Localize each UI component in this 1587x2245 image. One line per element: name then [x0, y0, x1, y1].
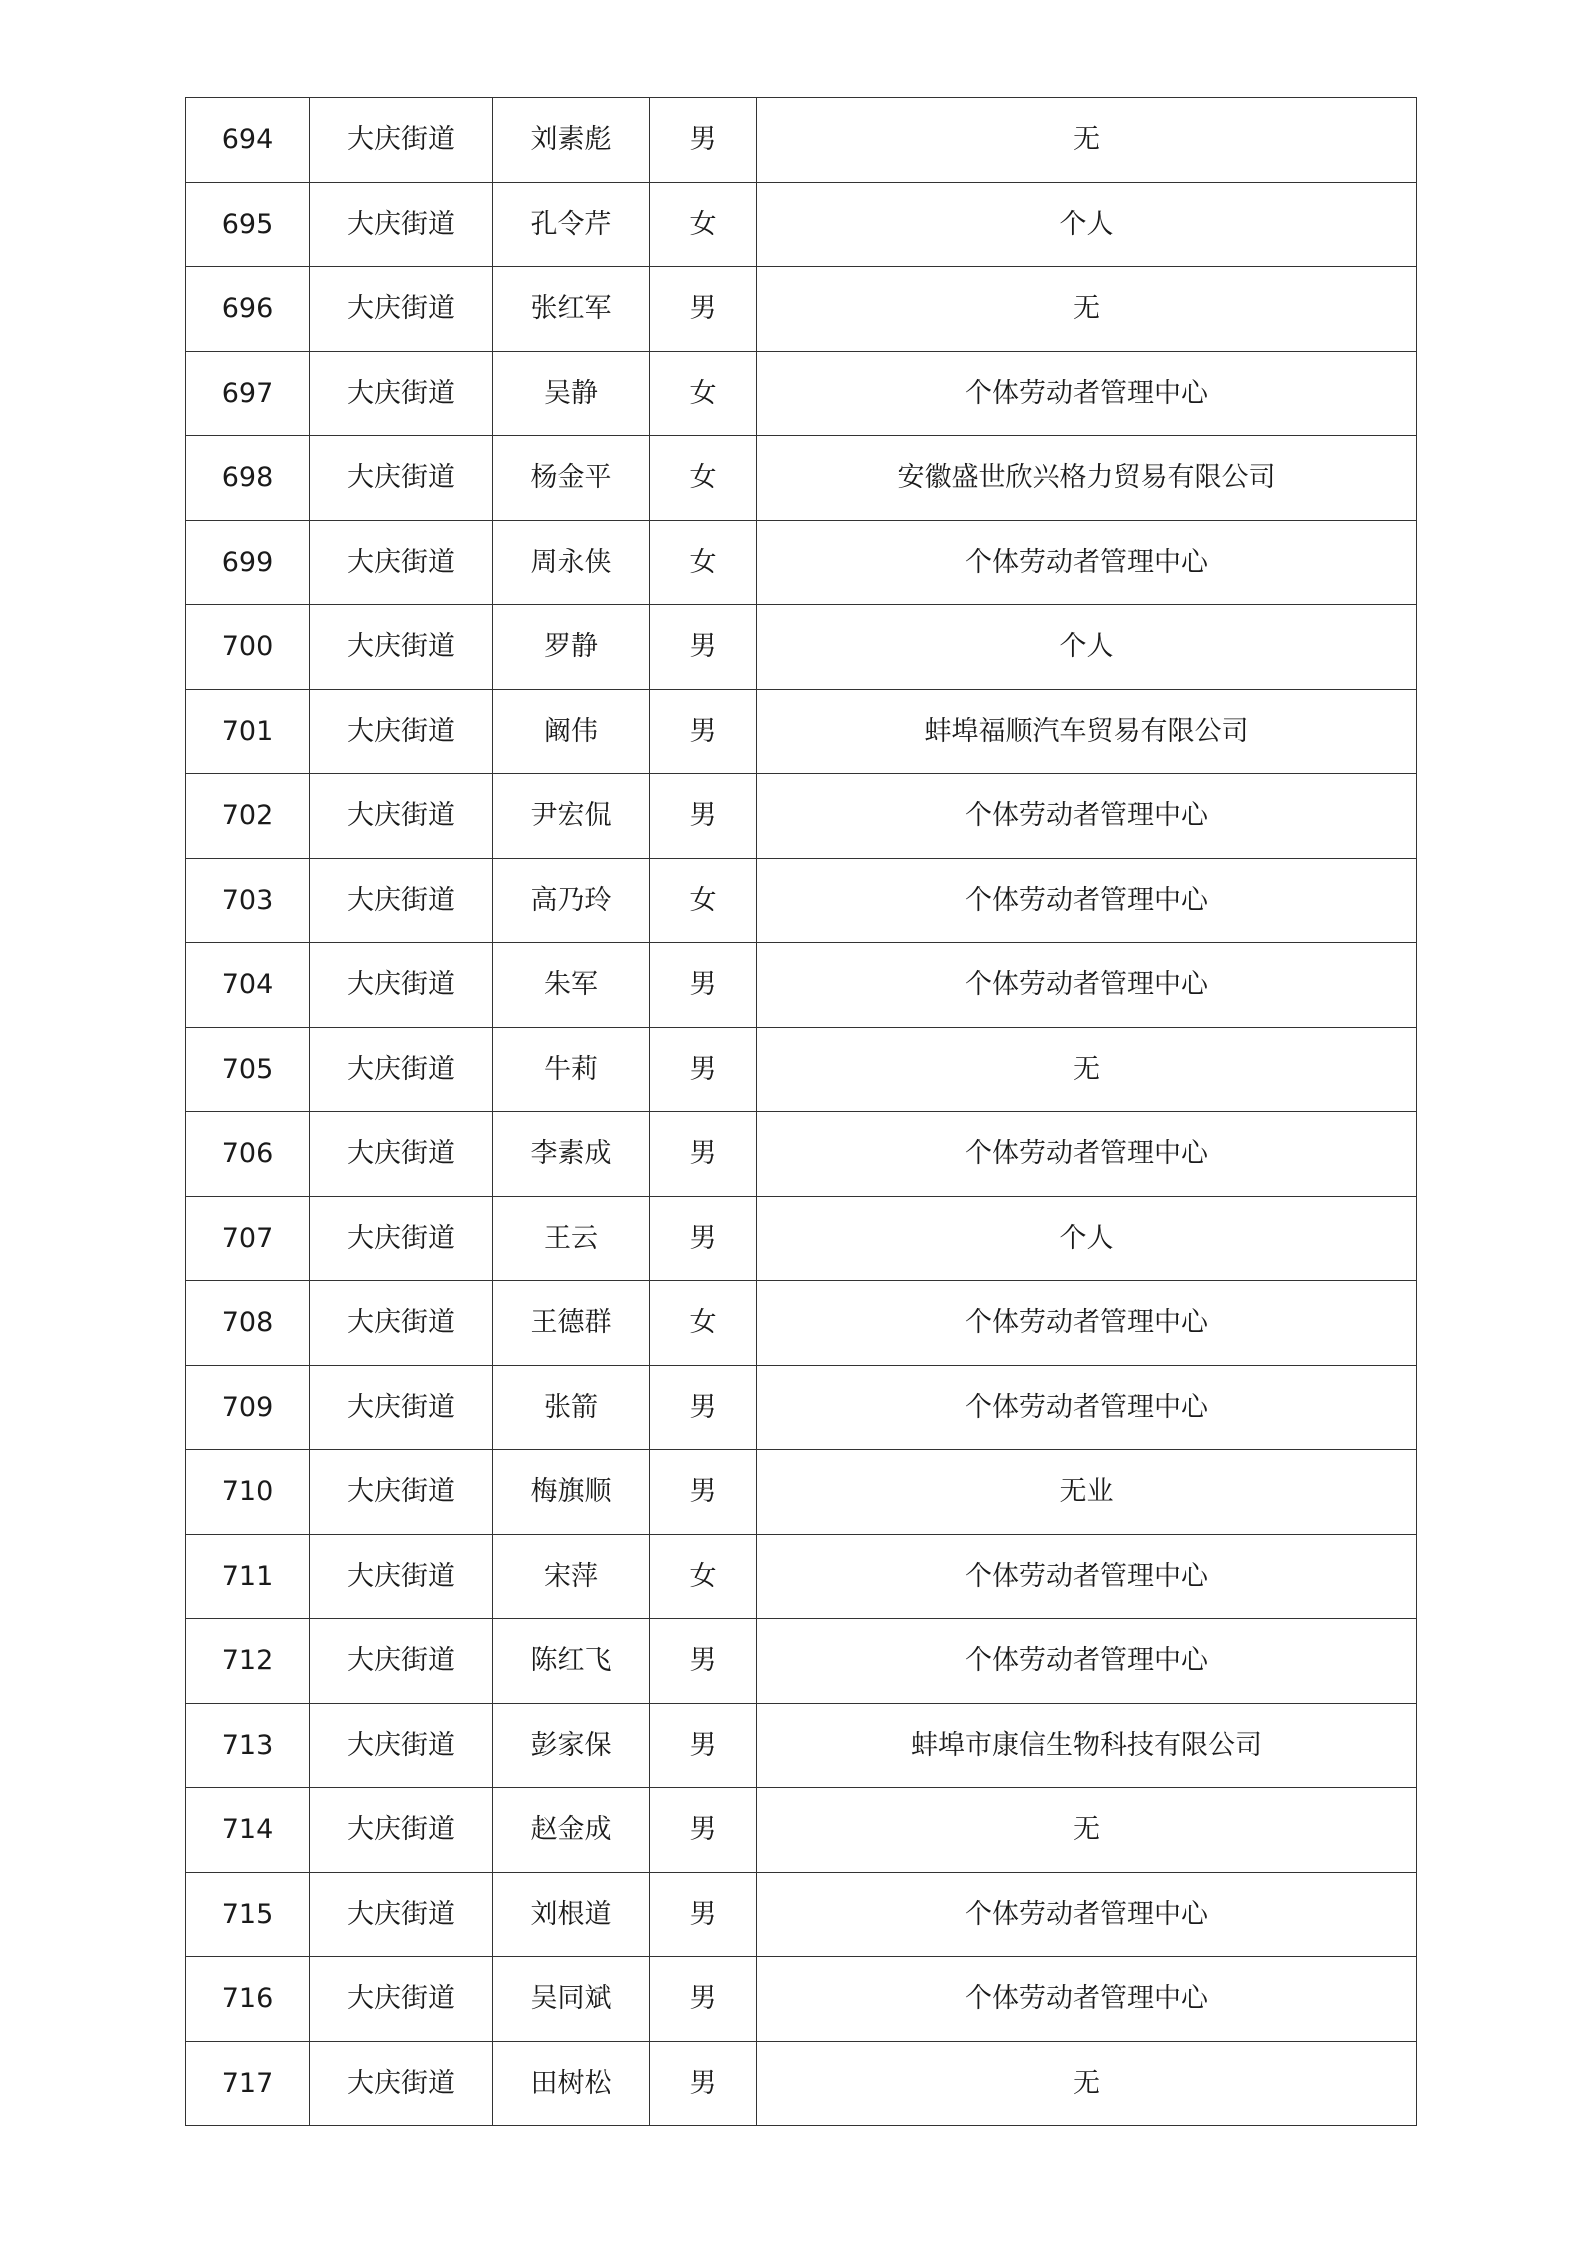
table-row: [186, 182, 1417, 267]
person-name-cell: 尹宏侃: [493, 774, 650, 859]
street-cell: 大庆街道: [310, 943, 493, 1028]
person-name-cell: 赵金成: [493, 1788, 650, 1873]
gender-cell: 男: [650, 689, 757, 774]
table-row: [186, 98, 1417, 183]
row-number-cell: 717: [186, 2041, 310, 2126]
gender-cell: 男: [650, 605, 757, 690]
row-number-cell: 695: [186, 182, 310, 267]
street-cell: 大庆街道: [310, 1281, 493, 1366]
table-row: [186, 1534, 1417, 1619]
row-number-cell: 714: [186, 1788, 310, 1873]
gender-cell: 男: [650, 1196, 757, 1281]
row-number-cell: 697: [186, 351, 310, 436]
row-number-cell: 703: [186, 858, 310, 943]
street-cell: 大庆街道: [310, 1534, 493, 1619]
work-unit-cell: 个体劳动者管理中心: [757, 1112, 1417, 1197]
gender-cell: 女: [650, 858, 757, 943]
street-cell: 大庆街道: [310, 605, 493, 690]
table-row: [186, 267, 1417, 352]
person-name-cell: 罗静: [493, 605, 650, 690]
gender-cell: 男: [650, 1872, 757, 1957]
gender-cell: 男: [650, 1703, 757, 1788]
gender-cell: 男: [650, 1619, 757, 1704]
gender-cell: 女: [650, 182, 757, 267]
row-number-cell: 694: [186, 98, 310, 183]
work-unit-cell: 无: [757, 267, 1417, 352]
table-row: [186, 1027, 1417, 1112]
work-unit-cell: 无: [757, 98, 1417, 183]
row-number-cell: 702: [186, 774, 310, 859]
roster-table-body: [186, 98, 1417, 2126]
gender-cell: 男: [650, 774, 757, 859]
work-unit-cell: 蚌埠福顺汽车贸易有限公司: [757, 689, 1417, 774]
gender-cell: 男: [650, 1027, 757, 1112]
person-name-cell: 刘根道: [493, 1872, 650, 1957]
table-row: [186, 1957, 1417, 2042]
work-unit-cell: 无业: [757, 1450, 1417, 1535]
person-name-cell: 王云: [493, 1196, 650, 1281]
row-number-cell: 715: [186, 1872, 310, 1957]
work-unit-cell: 个体劳动者管理中心: [757, 1281, 1417, 1366]
table-row: [186, 689, 1417, 774]
gender-cell: 男: [650, 1788, 757, 1873]
person-name-cell: 彭家保: [493, 1703, 650, 1788]
row-number-cell: 716: [186, 1957, 310, 2042]
street-cell: 大庆街道: [310, 351, 493, 436]
person-name-cell: 李素成: [493, 1112, 650, 1197]
row-number-cell: 708: [186, 1281, 310, 1366]
work-unit-cell: 无: [757, 2041, 1417, 2126]
street-cell: 大庆街道: [310, 267, 493, 352]
street-cell: 大庆街道: [310, 1872, 493, 1957]
work-unit-cell: 无: [757, 1027, 1417, 1112]
row-number-cell: 701: [186, 689, 310, 774]
work-unit-cell: 个体劳动者管理中心: [757, 943, 1417, 1028]
row-number-cell: 705: [186, 1027, 310, 1112]
person-name-cell: 张红军: [493, 267, 650, 352]
gender-cell: 男: [650, 1365, 757, 1450]
gender-cell: 男: [650, 98, 757, 183]
street-cell: 大庆街道: [310, 436, 493, 521]
row-number-cell: 700: [186, 605, 310, 690]
street-cell: 大庆街道: [310, 182, 493, 267]
street-cell: 大庆街道: [310, 858, 493, 943]
table-row: [186, 1619, 1417, 1704]
work-unit-cell: 个人: [757, 182, 1417, 267]
street-cell: 大庆街道: [310, 689, 493, 774]
row-number-cell: 710: [186, 1450, 310, 1535]
person-name-cell: 吴静: [493, 351, 650, 436]
work-unit-cell: 个体劳动者管理中心: [757, 1365, 1417, 1450]
table-row: [186, 774, 1417, 859]
table-row: [186, 351, 1417, 436]
gender-cell: 男: [650, 943, 757, 1028]
person-name-cell: 宋萍: [493, 1534, 650, 1619]
row-number-cell: 707: [186, 1196, 310, 1281]
row-number-cell: 696: [186, 267, 310, 352]
table-row: [186, 1365, 1417, 1450]
street-cell: 大庆街道: [310, 1619, 493, 1704]
row-number-cell: 712: [186, 1619, 310, 1704]
work-unit-cell: 个人: [757, 605, 1417, 690]
person-name-cell: 吴同斌: [493, 1957, 650, 2042]
row-number-cell: 704: [186, 943, 310, 1028]
gender-cell: 男: [650, 267, 757, 352]
person-name-cell: 梅旗顺: [493, 1450, 650, 1535]
street-cell: 大庆街道: [310, 1450, 493, 1535]
work-unit-cell: 无: [757, 1788, 1417, 1873]
person-name-cell: 陈红飞: [493, 1619, 650, 1704]
roster-table: [185, 97, 1417, 2126]
gender-cell: 男: [650, 2041, 757, 2126]
street-cell: 大庆街道: [310, 1027, 493, 1112]
gender-cell: 男: [650, 1112, 757, 1197]
work-unit-cell: 个体劳动者管理中心: [757, 520, 1417, 605]
work-unit-cell: 个体劳动者管理中心: [757, 1957, 1417, 2042]
gender-cell: 男: [650, 1450, 757, 1535]
person-name-cell: 田树松: [493, 2041, 650, 2126]
work-unit-cell: 安徽盛世欣兴格力贸易有限公司: [757, 436, 1417, 521]
gender-cell: 女: [650, 520, 757, 605]
street-cell: 大庆街道: [310, 1703, 493, 1788]
work-unit-cell: 个体劳动者管理中心: [757, 1619, 1417, 1704]
table-row: [186, 1872, 1417, 1957]
row-number-cell: 706: [186, 1112, 310, 1197]
street-cell: 大庆街道: [310, 1788, 493, 1873]
table-row: [186, 1196, 1417, 1281]
work-unit-cell: 个体劳动者管理中心: [757, 351, 1417, 436]
person-name-cell: 高乃玲: [493, 858, 650, 943]
row-number-cell: 699: [186, 520, 310, 605]
gender-cell: 女: [650, 436, 757, 521]
work-unit-cell: 个人: [757, 1196, 1417, 1281]
work-unit-cell: 个体劳动者管理中心: [757, 858, 1417, 943]
row-number-cell: 709: [186, 1365, 310, 1450]
row-number-cell: 713: [186, 1703, 310, 1788]
work-unit-cell: 个体劳动者管理中心: [757, 1872, 1417, 1957]
street-cell: 大庆街道: [310, 98, 493, 183]
person-name-cell: 周永侠: [493, 520, 650, 605]
work-unit-cell: 个体劳动者管理中心: [757, 1534, 1417, 1619]
table-row: [186, 858, 1417, 943]
gender-cell: 女: [650, 1281, 757, 1366]
street-cell: 大庆街道: [310, 774, 493, 859]
table-row: [186, 605, 1417, 690]
table-row: [186, 1281, 1417, 1366]
row-number-cell: 711: [186, 1534, 310, 1619]
table-row: [186, 943, 1417, 1028]
person-name-cell: 孔令芹: [493, 182, 650, 267]
street-cell: 大庆街道: [310, 1957, 493, 2042]
table-row: [186, 2041, 1417, 2126]
street-cell: 大庆街道: [310, 1112, 493, 1197]
gender-cell: 男: [650, 1957, 757, 2042]
gender-cell: 女: [650, 1534, 757, 1619]
table-row: [186, 436, 1417, 521]
street-cell: 大庆街道: [310, 520, 493, 605]
person-name-cell: 王德群: [493, 1281, 650, 1366]
street-cell: 大庆街道: [310, 1365, 493, 1450]
person-name-cell: 杨金平: [493, 436, 650, 521]
gender-cell: 女: [650, 351, 757, 436]
person-name-cell: 朱军: [493, 943, 650, 1028]
table-row: [186, 1112, 1417, 1197]
person-name-cell: 牛莉: [493, 1027, 650, 1112]
table-row: [186, 520, 1417, 605]
street-cell: 大庆街道: [310, 1196, 493, 1281]
row-number-cell: 698: [186, 436, 310, 521]
work-unit-cell: 蚌埠市康信生物科技有限公司: [757, 1703, 1417, 1788]
table-row: [186, 1450, 1417, 1535]
table-row: [186, 1703, 1417, 1788]
person-name-cell: 张箭: [493, 1365, 650, 1450]
person-name-cell: 刘素彪: [493, 98, 650, 183]
street-cell: 大庆街道: [310, 2041, 493, 2126]
work-unit-cell: 个体劳动者管理中心: [757, 774, 1417, 859]
person-name-cell: 阚伟: [493, 689, 650, 774]
table-row: [186, 1788, 1417, 1873]
